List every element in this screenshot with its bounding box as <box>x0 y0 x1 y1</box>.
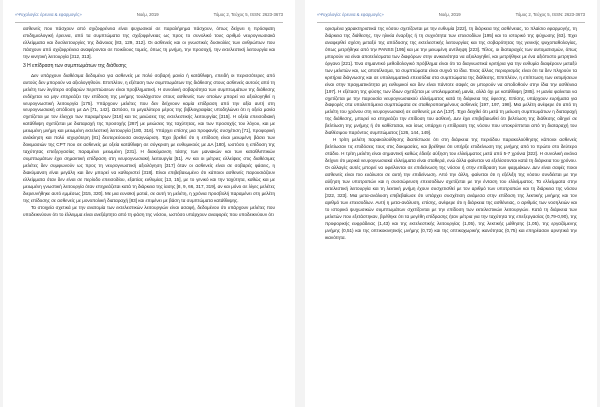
issue-date: Νοέμ, 2019 <box>438 12 461 17</box>
paragraph: Δεν υπάρχουν διαθέσιμα δεδομένα για ασθενείς με πολύ σοβαρή μανία ή κατάθλιψη, επειδή οι περισσότερες από αυτούς δεν μπορούν να αξιολογηθούν. Επιπλέον, η εξέταση των συμπτωμάτων της διάθεσης στους ασθενείς αυτούς από τη μελέτη των λιγότερο σοβαρών περιπτώσεων είναι προβληματική. Η συνολική σοβαρότητα των συμπτωμάτων της διάθεσης ενδέχεται να μην επηρεάζει την επίδοση της μνήμης τουλάχιστον στους ασθενείς των οποίων μπορεί να αξιολογηθεί η νευρογνωστική λειτουργία [175]. Υπάρχουν μελέτες που δεν δείχνουν καμία επίδραση από την αξία αυτή στη νευρογνωσιακή απόδοση με ΔΑ [71, 142]. Ωστόσο, το μεγαλύτερο μέρος της βιβλιογραφίας υποδηλώνει ότι η οξεία μανία σχετίζεται με τον έλεγχο των παραμέτρων [316] και τις μειώσεις της εκτελεστικής λειτουργίας [315]. Η οξεία επεισοδιακή κατάθλιψη σχετίζεται με διαταραχή της προσοχής [287] με μειώσεις της ταχύτητας, και των προσοχής του λόγου, και με μειωμένη μνήμη και μειωμένη εκτελεστική λειτουργία [180, 316]. Υπάρχει επίσης μια προφανής συσχέτιση [71], προφορική ανάκληση και πολύ ισχυρότερη [81] δευτερεύουσα αναγνώριση. Έχει βρεθεί ότι η επίδοση είναι μειωμένη βάσει των δοκιμασιών της CPT που σε ασθενείς με οξεία κατάθλιψη σε σύγκριση με ευθυμικούς με ΔΑ [180], ωστόσο η επίδοση της ταχύτητας επεξεργασίας παραμένει μειωμένη [231]. Η διακύμανση τάσης των μανιακών και των καταθλιπτικών συμπτωμάτων έχει σημαντική επίδραση στη νευρογνωσιακή λειτουργία [51]. Αν και οι μέτριες ελλείψεις στις διαθέσιμες μελέτες δεν συμφωνούν ως προς τη νευρογνωστική αξιολόγηση [317] όταν οι ασθενείς είναι σε σοβαρές φάσεις, η διακύμανση είναι μεγάλη και δεν μπορεί να καθοριστεί [318]. Είναι επιβεβαιωμένο ότι κάποιοι ασθενείς παρουσιάζουν ελλείμματα όταν δεν είναι σε περίοδο επεισοδίου, εξαιτίας ευθυμίας [13, 15], με το γενικό και την ταχύτητα, καθώς και με μειωμένη γνωστική λειτουργία όταν επηρεάζεται κατά τη διάρκεια της ίασης [8, 9, 66, 317, 319], αν και μόνο σε λίγες μελέτες διερευνήθηκε αυτό εμμέσως [315, 320]. Με μια ευνοϊκή ματιά, σε αυτή τη μελέτη, η χρόνια προσβολή παραμένει στη μελέτη της επίδοσης σε ασθενείς με μονοπολική διαταραχή [83] και επιμένει με βάση τα συμπτώματα κατάθλιψης. <box>23 72 275 203</box>
page-body <box>325 26 577 242</box>
journal-name: «Ψυχολογία: έρευνα & εφαρμογές» <box>15 12 82 17</box>
section-heading: 3 Η επίδραση των συμπτωμάτων της διάθεσης <box>23 62 127 69</box>
paragraph: ασθενείς που πάσχουν από σχιζοφρένεια είναι ψυχωσικοί σε παραλήρημα πάσχουν, όπως δείχνει η πρόσφατη επιδημιολογική έρευνα, από τα συμπτώματα της σχιζοφρένειας ως προς το συνολικό τους αριθμό νευρογνωσιακά ελλείμματα και δυσλειτουργίες της διάνοιας [83, 129, 312]. Οι ασθενείς και οι γνωστικές δυσκολίες των ανθρώπων που πάσχουν από σχιζοφρένεια αναφέρονται σε ποικίλους τομείς, όπως τη μνήμη, την προσοχή, την εκτελεστική λειτουργία και την κινητική λειτουργία [312, 313]. <box>23 26 275 59</box>
page-header <box>317 12 585 20</box>
paragraph: Τα στοιχεία σχετικά με την ανατομία των εκτελεστικών λειτουργιών είναι ασαφή, δεδομένου ότι υπάρχουν μελέτες που υποδεικνύουν ότι το έλλειμμα είναι ανεξάρτητο από τη φάση της νόσου, ωστόσο υπάρχουν αναφορές που υποδεικνύουν ότι <box>23 204 275 217</box>
page-header <box>15 12 283 20</box>
journal-name: «Ψυχολογία: έρευνα & εφαρμογές» <box>317 12 384 17</box>
header-rule <box>317 22 585 23</box>
header-rule <box>15 22 283 23</box>
paragraph: ορισμένα χαρακτηριστικά της νόσου σχετίζονται με την ευθυμία [222], τη διάρκεια της ασθένειας, το πλαίσιο εφαρμογής, τη διάρκεια της διάθεσης, την ηλικία έναρξης ή τη συχνότητα των επεισοδίων [195] και το ιστορικό της ψύχωσης [63]. Έχει αναφερθεί σχέση μεταξύ της απόδοσης της εκτελεστικής λειτουργίας και της σοβαρότητας της γενικής ψυχοπαθολογίας, όπως μετρήθηκε από την PANSS [195] και με την μειωμένη αντίληψη [223]. Τέλος, οι διαταραχές των αυτοματισμών, όπως μπορούν να είναι αποτελέσματα των διαφόρων στην ανικανότητα να αξιολογηθεί, και μετρήθηκε με ένα αξιόπιστο μετρητικό όργανο [221]. Ένα σημαντικό μεθοδολογικό πρόβλημα είναι ότι τα διαγνωστικά κριτήρια για την ευθυμία διαφέρουν μεταξύ των μελετών και, ως αποτέλεσμα, τα συμπτώματα είναι συχνά τα ίδια. Ένας άλλος περιορισμός είναι ότι τα δεν πληρούν τα κριτήρια διάγνωσης και σε υπολειμματικά επεισόδια στα συμπτώματα της διάθεσης. Επιπλέον, η επίπτωση των εκτιμήσεων είναι στην πραγματικότητα μη ευθυμικοί και δεν είναι πάντοτε σαφές αν μπορούν να αποδοθούν στην ίδια την ασθένεια [197]. Η εξέταση της φύσης των ίδιων σχετίζεται με υπολειμματική μανία, αλλά όχι με κατάθλιψη [285]. Η μανία φαίνεται να σχετίζεται με την παρουσία νευρογνωσιακού ελλείμματος κατά τη διάρκεια της ύφεσης. Επίσης, υπάρχουν ευρήματα για διαφορές στα υπολειπόμενα συμπτώματα σε σταθεροποιημένους ασθενείς [197, 197, 198]. Μια μελέτη ανέφερε ότι από τη μελέτη του χρόνου στη νευρογνωσιακή σε ασθενείς με ΔΑ [137]. Έχει δειχθεί ότι μετά τη μείωση συμπτωμάτων η διαταραχή της διάθεσης, μπορεί να επηρεάζει την επίδοση του ασθενή. Δεν έχει επιβεβαιωθεί ότι βελτίωση της διάθεσης οδηγεί σε βελτίωση της μνήμης ή ότι καθίσταται, και ίσως υπάρχει η επίδραση της νόσου που υποκρύπτεται από τη διαταραχή του διαθέσιμου παρόντος συμπτώματος [126, 144, 149]. <box>325 26 577 136</box>
volume-info: Τόμος 2, Τεύχος 5, ISSN: 2623-3673 <box>515 12 585 17</box>
page-body <box>23 26 275 219</box>
volume-info: Τόμος 2, Τεύχος 5, ISSN: 2623-3673 <box>213 12 283 17</box>
left-page <box>3 0 295 407</box>
paragraph: Η τρίτη μελέτη παρακολούθησης διαπίστωσε ότι στη διάρκεια της περιόδου παρακολούθησης κάποιοι ασθενείς βελτίωσαν τις επιδόσεις τους στις δοκιμασίες, και βρέθηκε ότι υπήρξε επιδείνωση της μνήμης από το πρώτο στο δεύτερο στάδιο. Η τρίτη μελέτη είναι σημαντική καθώς έδειξε αύξηση του ελλείμματος μετά από 5-7 χρόνια [322]. Η συνολική εικόνα δείχνει ότι μερικά νευρογνωσιακά ελλείμματα είναι σταθερά, ενώ άλλα φαίνεται να εξελίσσονται κατά τη διάρκεια του χρόνου. Οι αλλαγές αυτές μπορεί να οφείλονται σε επιδείνωση της νόσου ή στην επίδραση των φαρμάκων. Δεν είναι σαφές ποιοι ασθενείς είναι πιο ευάλωτοι σε αυτή την επιδείνωση. Από την άλλη, φαίνεται ότι η εξέλιξη της νόσου συνδέεται με την αύξηση των υποτροπών και η συσσώρευση επεισοδίων σχετίζεται με την ένταση του ελλείμματος. Τα ελλείμματα στην εκτελεστική λειτουργία και τη λεκτική μνήμη έχουν συσχετισθεί με τον αριθμό των υποτροπών και τη διάρκεια της νόσου [322, 323]. Μια μετα-ανάλυση επιβεβαίωσε ότι υπάρχει συσχέτιση ανάμεσα στην επίδοση της λεκτικής μνήμης και τον αριθμό των επεισοδίων. Αυτή η μετα-ανάλυση, επίσης, ανέφερε ότι η διάρκεια της ασθένειας, ο αριθμός των νοσηλειών και το ιστορικό ψυχωσικών συμπτωμάτων σχετίζονται με την επίδοση των εκτελεστικών λειτουργιών. Κατά τη διάρκεια των μελετών που εξετάστηκαν, βρέθηκε ότι τα μεγέθη επίδρασης ήταν μέτρια για την ταχύτητα της επεξεργασίας (0,79-0,90), της προφορικής ευφράδειας (1,43) και της εκτελεστικής λειτουργίας (1,05), της λεκτικής μάθησης (1,05), της εργαζόμενης μνήμης (0,51) και της οπτικοκινητικής μνήμης (0,72) και της οπτικοχωρικής ικανότητας (0,75) και επηρέασαν αρνητικά την ικανότητα. <box>325 137 577 240</box>
right-page <box>305 0 597 407</box>
issue-date: Νοέμ, 2019 <box>136 12 159 17</box>
